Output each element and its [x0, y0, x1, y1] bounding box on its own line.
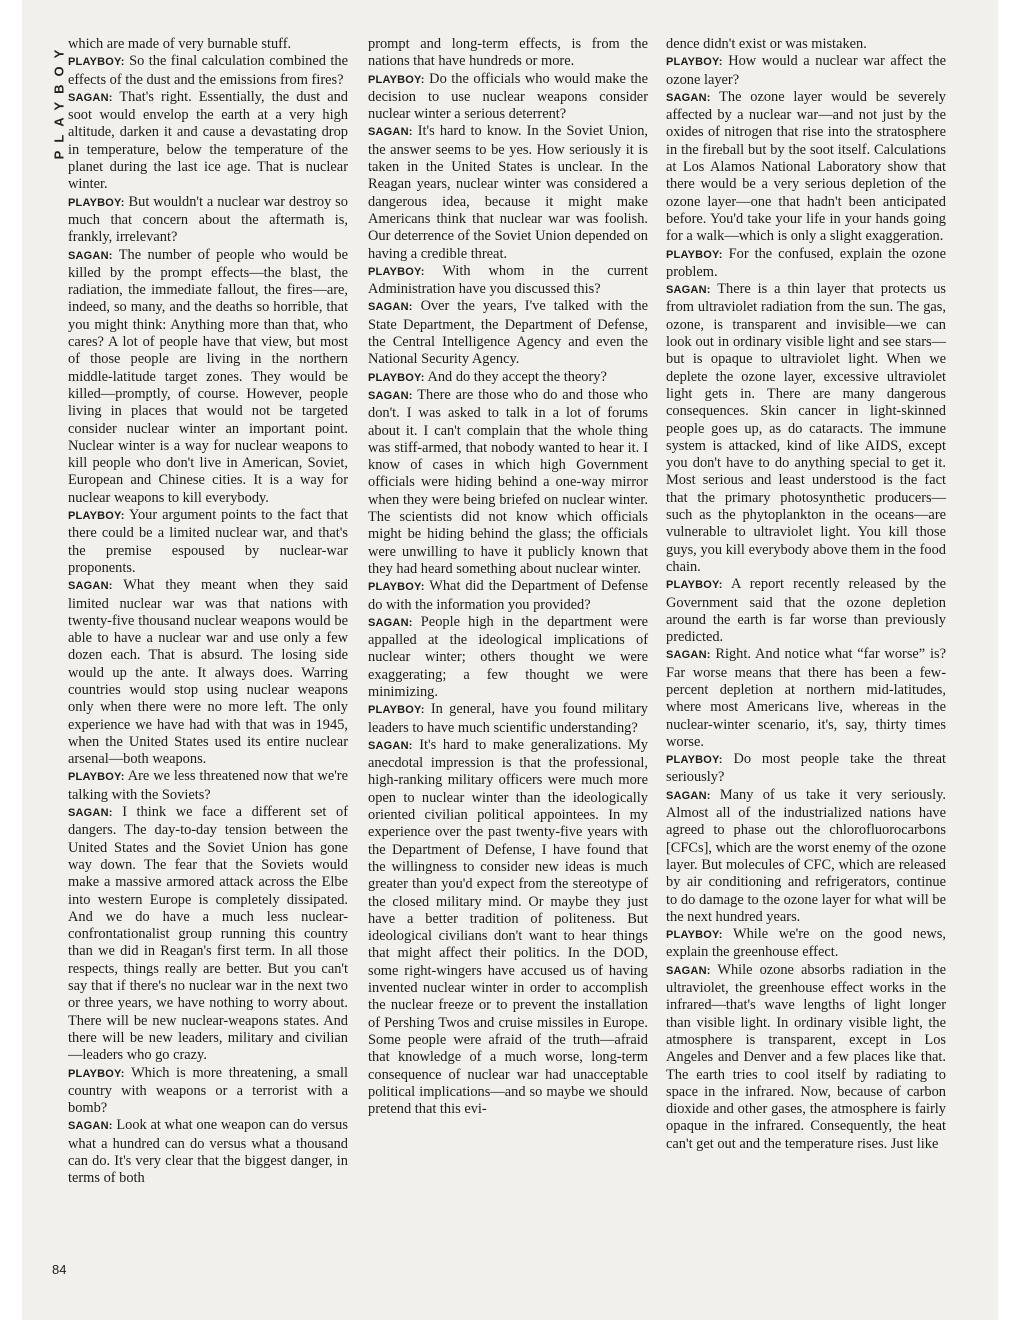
paragraph-text: Do most people take the threat seriously?: [666, 751, 946, 786]
paragraph-text: Are we less threatened now that we're talking with the Soviets?: [68, 768, 348, 803]
interview-paragraph: [666, 751, 946, 787]
speaker-playboy: PLAYBOY:: [666, 579, 723, 592]
interview-paragraph: [68, 194, 348, 247]
speaker-sagan: SAGAN:: [68, 580, 113, 593]
interview-paragraph: [68, 53, 348, 89]
interview-paragraph: [666, 36, 946, 53]
speaker-playboy: PLAYBOY:: [68, 771, 125, 784]
speaker-playboy: PLAYBOY:: [666, 56, 723, 69]
speaker-sagan: SAGAN:: [368, 616, 413, 629]
paragraph-text: So the final calculation combined the effects of the dust and the emissions from fires?: [68, 53, 348, 88]
speaker-playboy: PLAYBOY:: [68, 1067, 125, 1080]
paragraph-text: But wouldn't a nuclear war destroy so much that concern about the aftermath is, frankly, irrelevant?: [68, 193, 348, 246]
interview-paragraph: [68, 577, 348, 768]
interview-paragraph: [368, 614, 648, 701]
interview-paragraph: [666, 787, 946, 926]
interview-paragraph: [68, 804, 348, 1064]
speaker-playboy: PLAYBOY:: [368, 371, 425, 384]
paragraph-text: While we're on the good news, explain the greenhouse effect.: [666, 926, 946, 961]
paragraph-text: With whom in the current Administration have you discussed this?: [368, 262, 648, 298]
interview-paragraph: [368, 71, 648, 124]
speaker-sagan: SAGAN:: [68, 249, 113, 262]
paragraph-text: A report recently released by the Government said that the ozone depletion around the earth is far worse than previously predicted.: [666, 576, 946, 646]
paragraph-text: Many of us take it very seriously. Almost all of the industrialized nations have agreed to phase out the chlorofluorocarbons [CFCs], which are the worst enemy of the ozone layer. But molecules of CFC, which are released by air conditioning and refrigerators, continue to do damage to the ozone layer for what will be the next hundred years.: [666, 786, 946, 925]
paragraph-text: Your argument points to the fact that there could be a limited nuclear war, and that's the premise espoused by nuclear-war proponents.: [68, 507, 348, 576]
paragraph-text: And do they accept the theory?: [427, 368, 607, 385]
speaker-sagan: SAGAN:: [68, 91, 113, 104]
paragraph-text: The ozone layer would be severely affected by a nuclear war—and not just by the oxides of nitrogen that rise into the stratosphere in the fireball but by the soot itself. Calculations at Los Alamos National Laboratory show that there would be a very serious depletion of the ozone layer—one that hadn't been anticipated before. You'd take your life in your hands going for a walk—which is only a slight exaggeration.: [666, 88, 947, 245]
interview-paragraph: [68, 247, 348, 507]
speaker-sagan: SAGAN:: [368, 126, 413, 139]
paragraph-text: For the confused, explain the ozone problem.: [666, 245, 946, 280]
interview-paragraph: [666, 281, 946, 576]
interview-paragraph: [68, 1117, 348, 1187]
speaker-sagan: SAGAN:: [666, 284, 711, 297]
paragraph-text: Over the years, I've talked with the State Department, the Department of Defense, the Central Intelligence Agency and even the National Security Agency.: [368, 298, 648, 368]
speaker-sagan: SAGAN:: [666, 789, 711, 802]
speaker-playboy: PLAYBOY:: [368, 704, 425, 717]
interview-paragraph: [666, 89, 946, 246]
interview-paragraph: [666, 576, 946, 646]
speaker-sagan: SAGAN:: [68, 807, 113, 820]
speaker-sagan: SAGAN:: [666, 91, 711, 104]
interview-paragraph: [666, 53, 946, 89]
paragraph-text: The number of people who would be killed by the prompt effects—the blast, the radiation, the immediate fallout, the fires—are, indeed, so many, and the deaths so horrible, that you might think: Anything more than that, who cares? A lot of people have that view, but most of those people are living in the northern middle-latitude target zones. They would be killed—promptly, of course. However, people living in places that would not be targeted consider nuclear winter an important point. Nuclear winter is a way for nuclear weapons to kill people who don't live in American, Soviet, European and Chinese cities. It is a way for nuclear weapons to kill everybody.: [68, 246, 348, 506]
speaker-playboy: PLAYBOY:: [368, 265, 425, 278]
interview-paragraph: [368, 737, 648, 1119]
paragraph-text: which are made of very burnable stuff.: [68, 36, 292, 52]
paragraph-text: What they meant when they said limited nuclear war was that nations with twenty-five thousand nuclear weapons would be able to have a nuclear war and use only a few dozen each. That is absurd. The losing side would up the ante. It always does. Warring countries would stop using nuclear weapons only when there were no more left. The only experience we have had with that was in 1945, when the United States used its entire nuclear arsenal—both weapons.: [68, 577, 349, 768]
interview-paragraph: [368, 387, 648, 578]
interview-paragraph: [368, 701, 648, 737]
text-column-2: [368, 36, 648, 1118]
speaker-playboy: PLAYBOY:: [68, 196, 125, 209]
interview-paragraph: [368, 578, 648, 614]
interview-paragraph: [68, 768, 348, 804]
paragraph-text: prompt and long-term effects, is from the nations that have hundreds or more.: [368, 36, 648, 70]
page-number: 84: [52, 1262, 67, 1277]
paragraph-text: I think we face a different set of dangers. The day-to-day tension between the United States and the Soviet Union has gone way down. The fear that the Soviets would make a massive armored attack across the Elbe into western Europe is completely dissipated. And we do have a much less nuclear-confrontationalist group running this country than we did in Reagan's first term. In all those respects, things really are better. But you can't say that if there's no nuclear war in the next two or three years, we have nothing to worry about. There will be new nuclear-weapons states. And there will be new leaders, military and civilian—leaders who go crazy.: [68, 804, 348, 1064]
paragraph-text: Right. And notice what “far worse” is? Far worse means that there has been a few-percent depletion at northern mid-latitudes, where most Americans live, whereas in the nuclear-winter scenario, it's, say, thirty times worse.: [666, 646, 946, 750]
interview-paragraph: [666, 646, 946, 751]
speaker-sagan: SAGAN:: [368, 739, 413, 752]
speaker-playboy: PLAYBOY:: [368, 581, 425, 594]
interview-paragraph: [368, 263, 648, 299]
speaker-playboy: PLAYBOY:: [368, 73, 425, 86]
speaker-sagan: SAGAN:: [68, 1120, 113, 1133]
interview-paragraph: [666, 962, 946, 1153]
interview-paragraph: [666, 246, 946, 282]
interview-paragraph: [68, 1065, 348, 1118]
interview-paragraph: [368, 298, 648, 368]
speaker-playboy: PLAYBOY:: [68, 510, 125, 523]
speaker-sagan: SAGAN:: [368, 301, 413, 314]
speaker-playboy: PLAYBOY:: [666, 248, 723, 261]
speaker-playboy: PLAYBOY:: [68, 56, 125, 69]
magazine-sidebar: [48, 40, 70, 160]
paragraph-text: dence didn't exist or was mistaken.: [666, 36, 867, 52]
paragraph-text: While ozone absorbs radiation in the ultraviolet, the greenhouse effect works in the infrared—that's wave lengths of light longer than visible light. In ordinary visible light, the atmosphere is transparent, except in Los Angeles and Denver and a few places like that. The earth tries to cool itself by radiating to space in the infrared. Now, because of carbon dioxide and other gases, the atmosphere is fairly opaque in the infrared. Consequently, the heat can't get out and the temperature rises. Just like: [666, 961, 946, 1152]
paragraph-text: It's hard to know. In the Soviet Union, the answer seems to be yes. How seriously it is taken in the United States is unclear. In the Reagan years, nuclear winter was considered a dangerous idea, because it might make Americans think that nuclear war was foolish. Our deterrence of the Soviet Union depended on having a credible threat.: [368, 123, 648, 262]
paragraph-text: How would a nuclear war affect the ozone layer?: [666, 53, 946, 88]
text-column-1: [68, 36, 348, 1188]
interview-paragraph: [68, 507, 348, 577]
speaker-sagan: SAGAN:: [666, 649, 711, 662]
paragraph-text: In general, have you found military leaders to have much scientific understanding?: [368, 701, 648, 736]
interview-paragraph: [368, 123, 648, 262]
paragraph-text: People high in the department were appalled at the ideological implications of nuclear winter; others thought we were exaggerating; a few thought we were minimizing.: [368, 613, 648, 700]
interview-paragraph: [368, 36, 648, 71]
magazine-name: PLAYBOY: [51, 41, 67, 159]
speaker-sagan: SAGAN:: [368, 389, 413, 402]
speaker-sagan: SAGAN:: [666, 964, 711, 977]
interview-paragraph: [68, 89, 348, 194]
paragraph-text: What did the Department of Defense do with the information you provided?: [368, 578, 648, 613]
text-column-3: [666, 36, 946, 1153]
interview-paragraph: [666, 926, 946, 962]
speaker-playboy: PLAYBOY:: [666, 929, 723, 942]
speaker-playboy: PLAYBOY:: [666, 754, 723, 767]
paragraph-text: There is a thin layer that protects us from ultraviolet radiation from the sun. The gas, ozone, is transparent and invisible—we can look out in ordinary visible light and see stars—but is opaque to ultraviolet light. When we deplete the ozone layer, excessive ultraviolet light gets in. There are many dangerous consequences. Skin cancer in light-skinned people goes up, as do cataracts. The immune system is attacked, kind of like AIDS, except you don't have to do anything special to get it. Most serious and least understood is the fact that the primary photosynthetic producers—such as the phytoplankton in the oceans—are vulnerable to ultraviolet light. You kill those guys, you kill everybody above them in the food chain.: [666, 281, 946, 575]
paragraph-text: Do the officials who would make the decision to use nuclear weapons consider nuclear winter a serious deterrent?: [368, 70, 648, 123]
paragraph-text: It's hard to make generalizations. My anecdotal impression is that the professional, high-ranking military officers were much more open to nuclear winter than the ideologically oriented civilian political appointees. In my experience over the past twenty-five years with the Department of Defense, I have found that the willingness to consider new ideas is much greater than you'd expect from the stereotype of the closed military mind. Or maybe they just have a better tradition of politeness. But ideological civilians don't want to hear things that might affect their politics. In the DOD, some right-wingers have accused us of having invented nuclear winter in order to accomplish the nuclear freeze or to prevent the installation of Pershing Twos and cruise missiles in Europe. Some people were afraid of the truth—afraid that knowledge of a much worse, long-term consequence of nuclear war had unacceptable political implications—and so maybe we should pretend that this evi-: [368, 736, 648, 1118]
interview-paragraph: [68, 36, 348, 53]
interview-paragraph: [368, 369, 648, 387]
paragraph-text: Look at what one weapon can do versus what a hundred can do versus what a thousand can do. It's very clear that the biggest danger, in terms of both: [68, 1117, 348, 1187]
paragraph-text: There are those who do and those who don't. I was asked to talk in a lot of forums about it. I can't complain that the whole thing was stiff-armed, that nobody wanted to hear it. I know of cases in which high Government officials were hiding behind a one-way mirror when they were being briefed on nuclear winter. The scientists did not know which officials might be hiding behind the glass; the officials were unwilling to have it publicly known that they had heard something about nuclear winter.: [368, 386, 648, 577]
paragraph-text: That's right. Essentially, the dust and soot would envelop the earth at a very high altitude, darken it and cause a devastating drop in temperature, below the temperature of the planet during the last ice age. That is nuclear winter.: [68, 88, 348, 193]
paragraph-text: Which is more threatening, a small country with weapons or a terrorist with a bomb?: [68, 1064, 349, 1117]
